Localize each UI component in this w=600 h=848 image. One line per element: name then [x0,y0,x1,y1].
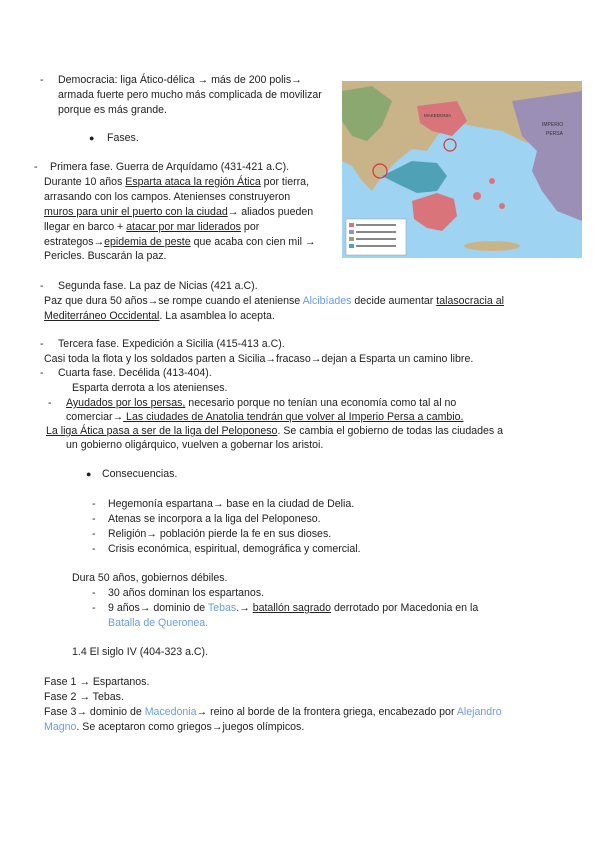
text: → reino al borde de la frontera griega, encabezado por [196,706,457,718]
underlined-text: Las ciudades de Anatolia tendrán que volver al Imperio Persa a cambio. [123,411,464,423]
paragraph-line [44,205,313,220]
list-dash: - [92,498,96,510]
text: → aliados pueden [227,206,314,218]
text: . Se cambia el gobierno de todas las ciudades a [277,425,504,437]
underlined-text: Esparta ataca la región Ática [125,176,261,188]
list-item: 30 años dominan los espartanos. [108,587,265,599]
list-dash: - [40,74,44,86]
map-label: PERSA [546,131,563,137]
underlined-text: Ayudados por los persas, [66,397,186,409]
list-dash: - [92,513,96,525]
underlined-text: atacar por mar liderados [126,221,241,233]
list-dash: - [92,528,96,540]
paragraph-line: Casi toda la flota y los soldados parten a Sicilia→fracaso→dejan a Esparta un camino libre. [44,353,474,365]
list-dash: - [40,367,44,379]
map-island [489,178,495,184]
text: estrategos→ [44,236,105,248]
text: por tierra, [260,176,310,188]
paragraph-line: Pericles. Buscarán la paz. [44,250,167,262]
text: . La asamblea lo acepta. [159,310,275,322]
link-magno[interactable]: Magno [44,721,77,733]
paragraph-line: Esparta derrota a los atenienses. [72,382,228,394]
phase-title: Segunda fase. La paz de Nicias (421 a.C). [58,280,258,292]
paragraph-line: Fase 2 → Tebas. [44,691,124,703]
text: decide aumentar [351,295,437,307]
list-item [108,601,478,616]
paragraph-line: Dura 50 años, gobiernos débiles. [72,572,228,584]
list-dash: - [34,161,38,173]
text: derrotado por Macedonia en la [331,602,479,614]
link-alejandro[interactable]: Alejandro [456,706,502,718]
paragraph-line [44,175,309,190]
map-label: MAKEDONIA [424,113,452,118]
text: por [240,221,260,233]
paragraph-line [44,294,504,309]
list-item: Hegemonía espartana→ base en la ciudad de Delia. [108,498,355,510]
bullet-icon: ● [89,133,95,143]
text: 9 años→ dominio de [108,602,208,614]
underlined-text: muros para unir el puerto con la ciudad [44,206,228,218]
link-tebas[interactable]: Tebas [207,602,237,614]
link-macedonia[interactable]: Macedonia [144,706,197,718]
phase-title: Tercera fase. Expedición a Sicilia (415-413 a.C). [58,338,285,350]
phase-title: Cuarta fase. Decélida (413-404). [58,367,212,379]
paragraph-line [44,720,304,735]
section-heading: 1.4 El siglo IV (404-323 a.C). [72,646,209,658]
text: Fase 3→ dominio de [44,706,145,718]
intro-line: Democracia: liga Ático-délica → más de 200 polis→ [58,74,302,86]
text: Durante 10 años [44,176,126,188]
map-label: IMPERIO [542,122,564,128]
list-dash: - [40,280,44,292]
paragraph-line [44,705,502,720]
map-island [473,192,481,200]
paragraph-line: Fase 1 → Espartanos. [44,676,150,688]
text: comerciar→ [66,411,124,423]
paragraph-line [44,309,275,324]
list-dash: - [48,397,52,409]
link-alcibiades[interactable]: Alcibíades [302,295,352,307]
link-batalla-queronea[interactable]: Batalla de Queronea. [108,617,209,629]
phase-title: Primera fase. Guerra de Arquídamo (431-421 a.C). [50,161,290,173]
list-dash: - [92,543,96,555]
list-dash: - [40,338,44,350]
paragraph-line: arrasando con los campos. Atenienses construyeron [44,191,291,203]
list-dash: - [92,602,96,614]
list-item: Crisis económica, espiritual, demográfica y comercial. [108,543,361,555]
underlined-text: batallón sagrado [252,602,332,614]
text: necesario porque no tenían una economía como tal al no [185,397,457,409]
intro-line: porque es más grande. [58,104,167,116]
text: .→ [236,602,253,614]
map-island [499,203,505,209]
text: . Se aceptaron como griegos→juegos olímpicos. [76,721,305,733]
bullet-icon: ● [86,469,92,479]
text: llegar en barco + [44,221,127,233]
map-crete [464,241,520,251]
section-heading: Fases. [107,132,139,144]
underlined-text: La liga Ática pasa a ser de la liga del Peloponeso [46,425,278,437]
underlined-text: epidemia de peste [104,236,191,248]
section-heading: Consecuencias. [102,468,178,480]
paragraph-line: un gobierno oligárquico, vuelven a gobernar los aristoi. [66,439,324,451]
greece-map-image [342,81,582,258]
text: Paz que dura 50 años→se rompe cuando el ateniense [44,295,303,307]
underlined-text: talasocracia al [436,295,504,307]
underlined-text: Mediterráneo Occidental [44,310,160,322]
list-dash: - [92,587,96,599]
text: que acaba con cien mil → [190,236,316,248]
list-item: Religión→ población pierde la fe en sus dioses. [108,528,332,540]
intro-line: armada fuerte pero mucho más complicada de movilizar [58,89,322,101]
paragraph-line [44,220,259,235]
list-item: Atenas se incorpora a la liga del Peloponeso. [108,513,321,525]
